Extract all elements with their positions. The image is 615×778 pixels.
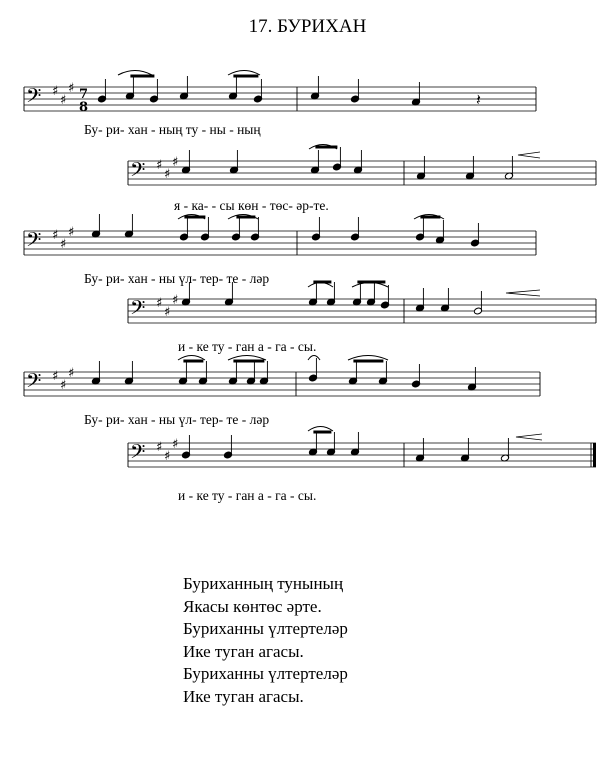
sharp-icon: ♯	[60, 237, 67, 252]
lyric-line-6: и - ке ту - ган а - га - сы.	[178, 488, 317, 503]
sharp-icon: ♯	[172, 437, 179, 452]
slur	[228, 356, 266, 361]
sharp-icon: ♯	[68, 225, 75, 240]
lyric-line-5: Бу- ри- хан - ны үл- тер- те - ләр	[84, 412, 270, 427]
time-signature-bottom: 8	[79, 100, 89, 115]
song-title: 17. БУРИХАН	[248, 16, 367, 37]
sharp-icon: ♯	[68, 81, 75, 96]
poem-line-6: Ике туган агасы.	[183, 686, 304, 706]
sharp-icon: ♯	[52, 369, 59, 384]
lyric-line-3: Бу- ри- хан - ны үл- тер- те - ләр	[84, 271, 270, 286]
bass-clef-icon: 𝄢	[130, 158, 146, 186]
sharp-icon: ♯	[52, 228, 59, 243]
hairpin	[516, 434, 542, 440]
poem-line-3: Буриханны үлтертеләр	[183, 619, 348, 638]
sharp-icon: ♯	[60, 378, 67, 393]
slur	[178, 356, 205, 361]
poem-text	[183, 573, 348, 708]
hairpin	[518, 152, 540, 158]
bass-clef-icon: 𝄢	[130, 440, 146, 468]
poem-line-2: Якасы көнтөс әрте.	[183, 596, 322, 616]
slur	[308, 356, 320, 361]
sharp-icon: ♯	[60, 93, 67, 108]
bass-clef-icon: 𝄢	[26, 369, 42, 397]
sharp-icon: ♯	[156, 440, 163, 455]
poem-line-1: Буриханның тунының	[183, 574, 344, 593]
sharp-icon: ♯	[164, 449, 171, 464]
sharp-icon: ♯	[164, 167, 171, 182]
lyric-line-1: Бу- ри- хан - ның ту - ны - ның	[84, 122, 261, 137]
sharp-icon: ♯	[52, 84, 59, 99]
poem-line-4: Ике туган агасы.	[183, 641, 304, 661]
lyric-line-4: и - ке ту - ган а - га - сы.	[178, 339, 317, 354]
sharp-icon: ♯	[164, 305, 171, 320]
quarter-rest-icon: 𝄽	[476, 90, 481, 109]
slur	[228, 71, 260, 76]
sharp-icon: ♯	[68, 366, 75, 381]
sharp-icon: ♯	[156, 158, 163, 173]
slur	[348, 356, 388, 361]
sharp-icon: ♯	[172, 293, 179, 308]
bass-clef-icon: 𝄢	[26, 84, 42, 112]
bass-clef-icon: 𝄢	[130, 296, 146, 324]
slur	[118, 71, 152, 76]
time-signature-top: 7	[79, 87, 89, 102]
final-barline-thick	[593, 443, 596, 467]
lyric-line-2: я - ка- - сы көн - төс- әр-те.	[174, 198, 329, 213]
sharp-icon: ♯	[156, 296, 163, 311]
bass-clef-icon: 𝄢	[26, 228, 42, 256]
slur	[308, 427, 333, 432]
hairpin	[506, 290, 540, 296]
sharp-icon: ♯	[172, 155, 179, 170]
poem-line-5: Буриханны үлтертеләр	[183, 664, 348, 683]
